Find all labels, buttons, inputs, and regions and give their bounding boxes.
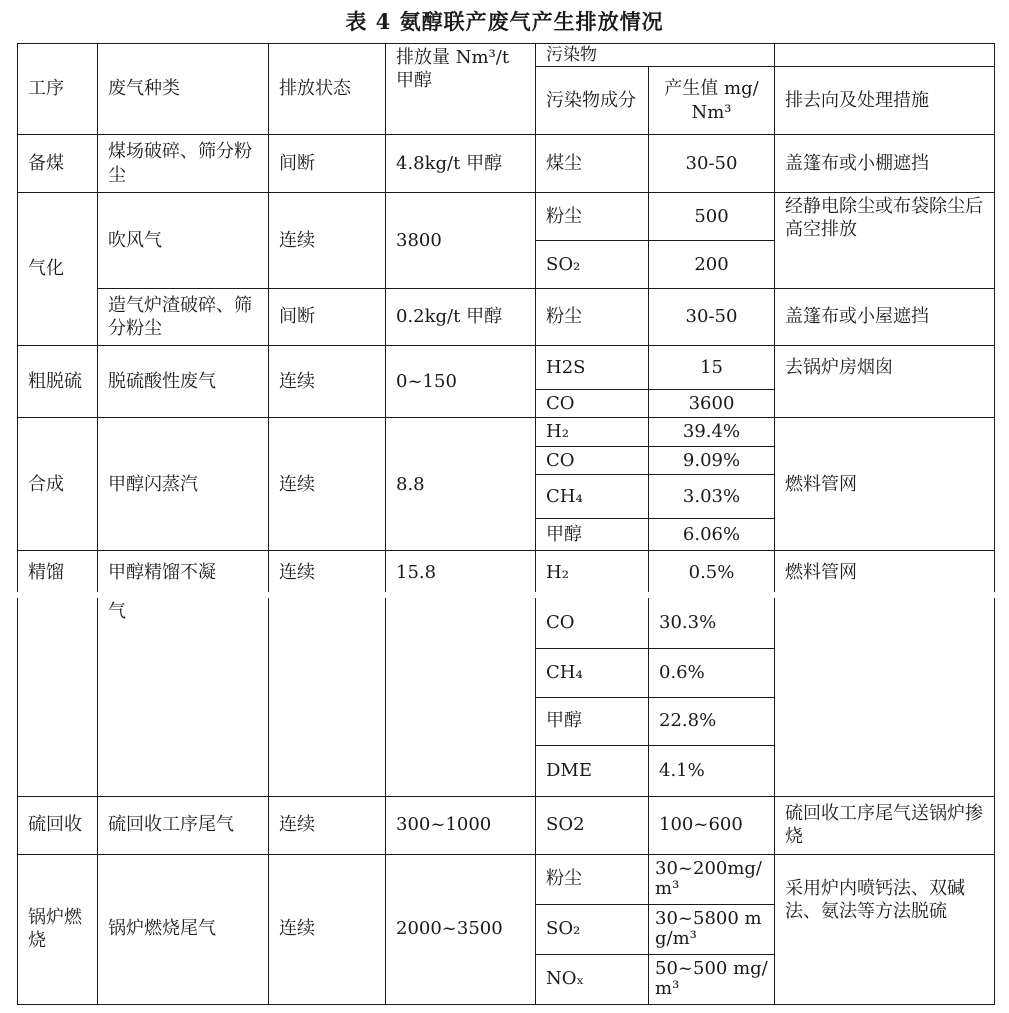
gas-type-rectification: 甲醇精馏不凝 xyxy=(98,551,269,595)
amount-synthesis: 8.8 xyxy=(386,418,536,551)
disposal-sulfur-recovery: 硫回收工序尾气送锅炉掺烧 xyxy=(775,796,995,854)
gas-type-slag: 造气炉渣破碎、筛分粉尘 xyxy=(98,289,269,346)
disposal-rectification: 燃料管网 xyxy=(775,551,995,595)
header-generation-value: 产生值 mg/Nm³ xyxy=(649,67,775,135)
gas-type-sulfur-recovery: 硫回收工序尾气 xyxy=(98,796,269,854)
component-rectification-5: DME xyxy=(536,745,649,796)
component-rectification-1: H₂ xyxy=(536,551,649,595)
component-desulf-1: H2S xyxy=(536,346,649,390)
amount-slag: 0.2kg/t 甲醇 xyxy=(386,289,536,346)
component-boiler-2: SO₂ xyxy=(536,904,649,954)
process-desulf: 粗脱硫 xyxy=(18,346,98,418)
component-desulf-2: CO xyxy=(536,390,649,418)
value-synthesis-1: 39.4% xyxy=(649,418,775,446)
component-synthesis-3: CH₄ xyxy=(536,475,649,519)
amount-boiler: 2000~3500 xyxy=(386,854,536,1004)
process-synthesis: 合成 xyxy=(18,418,98,551)
disposal-desulf: 去锅炉房烟囱 xyxy=(775,346,995,418)
component-coal-prep: 煤尘 xyxy=(536,135,649,193)
value-desulf-2: 3600 xyxy=(649,390,775,418)
gas-type-boiler: 锅炉燃烧尾气 xyxy=(98,854,269,1004)
header-pollutant-component: 污染物成分 xyxy=(536,67,649,135)
header-emission-state: 排放状态 xyxy=(269,44,386,135)
amount-rectification-cont xyxy=(386,598,536,796)
disposal-rectification-cont xyxy=(775,598,995,796)
disposal-synthesis: 燃料管网 xyxy=(775,418,995,551)
component-synthesis-1: H₂ xyxy=(536,418,649,446)
state-rectification: 连续 xyxy=(269,551,386,595)
component-synthesis-2: CO xyxy=(536,446,649,474)
component-sulfur-recovery: SO2 xyxy=(536,796,649,854)
gas-type-desulf: 脱硫酸性废气 xyxy=(98,346,269,418)
header-pollutant: 污染物 xyxy=(536,44,775,67)
header-disposal: 排去向及处理措施 xyxy=(775,67,995,135)
component-slag: 粉尘 xyxy=(536,289,649,346)
value-coal-prep: 30-50 xyxy=(649,135,775,193)
state-rectification-cont xyxy=(269,598,386,796)
disposal-boiler: 采用炉内喷钙法、双碱法、氨法等方法脱硫 xyxy=(775,854,995,1004)
amount-coal-prep: 4.8kg/t 甲醇 xyxy=(386,135,536,193)
component-rectification-4: 甲醇 xyxy=(536,697,649,745)
value-rectification-3: 0.6% xyxy=(649,648,775,697)
value-rectification-4: 22.8% xyxy=(649,697,775,745)
component-blow-1: 粉尘 xyxy=(536,193,649,241)
value-desulf-1: 15 xyxy=(649,346,775,390)
value-blow-1: 500 xyxy=(649,193,775,241)
disposal-blow: 经静电除尘或布袋除尘后高空排放 xyxy=(775,193,995,289)
header-blank xyxy=(775,44,995,67)
disposal-coal-prep: 盖篷布或小棚遮挡 xyxy=(775,135,995,193)
value-synthesis-4: 6.06% xyxy=(649,519,775,551)
process-sulfur-recovery: 硫回收 xyxy=(18,796,98,854)
process-gasification: 气化 xyxy=(18,193,98,346)
process-rectification: 精馏 xyxy=(18,551,98,595)
value-slag: 30-50 xyxy=(649,289,775,346)
process-coal-prep: 备煤 xyxy=(18,135,98,193)
header-emission-amount: 排放量 Nm³/t 甲醇 xyxy=(386,44,536,135)
value-synthesis-2: 9.09% xyxy=(649,446,775,474)
component-rectification-3: CH₄ xyxy=(536,648,649,697)
component-rectification-2: CO xyxy=(536,598,649,648)
amount-desulf: 0~150 xyxy=(386,346,536,418)
header-gas-type: 废气种类 xyxy=(98,44,269,135)
table-title: 表 4 氨醇联产废气产生排放情况 xyxy=(345,9,664,34)
value-blow-2: 200 xyxy=(649,241,775,289)
state-desulf: 连续 xyxy=(269,346,386,418)
process-boiler: 锅炉燃烧 xyxy=(18,854,98,1004)
process-rectification-cont xyxy=(18,598,98,796)
state-sulfur-recovery: 连续 xyxy=(269,796,386,854)
disposal-slag: 盖篷布或小屋遮挡 xyxy=(775,289,995,346)
component-boiler-1: 粉尘 xyxy=(536,854,649,904)
amount-blow: 3800 xyxy=(386,193,536,289)
value-boiler-2: 30~5800 mg/m³ xyxy=(649,904,775,954)
gas-type-blow: 吹风气 xyxy=(98,193,269,289)
state-blow: 连续 xyxy=(269,193,386,289)
gas-type-synthesis: 甲醇闪蒸汽 xyxy=(98,418,269,551)
emission-table-part2 xyxy=(17,598,995,1005)
state-synthesis: 连续 xyxy=(269,418,386,551)
gas-type-rectification-cont: 气 xyxy=(98,598,269,796)
component-blow-2: SO₂ xyxy=(536,241,649,289)
emission-table-part1 xyxy=(17,43,995,595)
state-coal-prep: 间断 xyxy=(269,135,386,193)
value-boiler-3: 50~500 mg/m³ xyxy=(649,954,775,1004)
value-rectification-1: 0.5% xyxy=(649,551,775,595)
value-rectification-2: 30.3% xyxy=(649,598,775,648)
amount-rectification: 15.8 xyxy=(386,551,536,595)
value-synthesis-3: 3.03% xyxy=(649,475,775,519)
component-boiler-3: NOₓ xyxy=(536,954,649,1004)
component-synthesis-4: 甲醇 xyxy=(536,519,649,551)
state-slag: 间断 xyxy=(269,289,386,346)
gas-type-coal-prep: 煤场破碎、筛分粉尘 xyxy=(98,135,269,193)
value-boiler-1: 30~200mg/m³ xyxy=(649,854,775,904)
state-boiler: 连续 xyxy=(269,854,386,1004)
amount-sulfur-recovery: 300~1000 xyxy=(386,796,536,854)
value-rectification-5: 4.1% xyxy=(649,745,775,796)
value-sulfur-recovery: 100~600 xyxy=(649,796,775,854)
header-process: 工序 xyxy=(18,44,98,135)
